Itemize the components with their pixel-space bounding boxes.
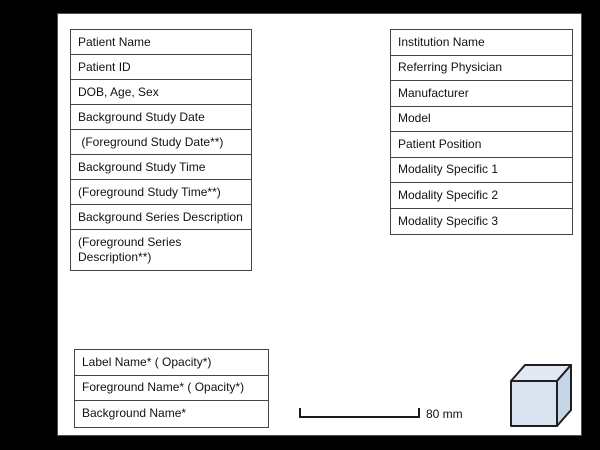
table-row: Referring Physician bbox=[391, 56, 572, 82]
orientation-cube-icon bbox=[510, 364, 574, 427]
patient-study-annotation-table bbox=[70, 29, 252, 271]
table-row: Manufacturer bbox=[391, 81, 572, 107]
table-row: Patient Position bbox=[391, 132, 572, 158]
table-row: Background Name* bbox=[82, 406, 187, 421]
table-row: Modality Specific 1 bbox=[391, 158, 572, 184]
table-row: Background Study Date bbox=[71, 105, 251, 130]
cube-front-face bbox=[511, 381, 557, 426]
table-row: Model bbox=[391, 107, 572, 133]
table-row: Modality Specific 3 bbox=[398, 213, 499, 228]
table-row: (Foreground Series Description**) bbox=[78, 235, 185, 264]
table-row: Patient ID bbox=[71, 55, 251, 80]
display-area-panel bbox=[57, 13, 582, 436]
table-row: (Foreground Study Date**) bbox=[71, 130, 251, 155]
scale-ruler bbox=[299, 408, 420, 418]
table-row: DOB, Age, Sex bbox=[71, 80, 251, 105]
institution-equipment-annotation-table bbox=[390, 29, 573, 235]
table-row: Patient Name bbox=[71, 30, 251, 55]
table-row: Background Series Description bbox=[71, 205, 251, 230]
table-row: Modality Specific 2 bbox=[391, 183, 572, 209]
scale-ruler-label: 80 mm bbox=[426, 407, 463, 421]
table-row: (Foreground Study Time**) bbox=[71, 180, 251, 205]
layer-name-annotation-table bbox=[74, 349, 269, 428]
table-row: Label Name* ( Opacity*) bbox=[75, 350, 268, 376]
table-row: Institution Name bbox=[391, 30, 572, 56]
table-row: Foreground Name* ( Opacity*) bbox=[75, 376, 268, 402]
table-row: Background Study Time bbox=[71, 155, 251, 180]
